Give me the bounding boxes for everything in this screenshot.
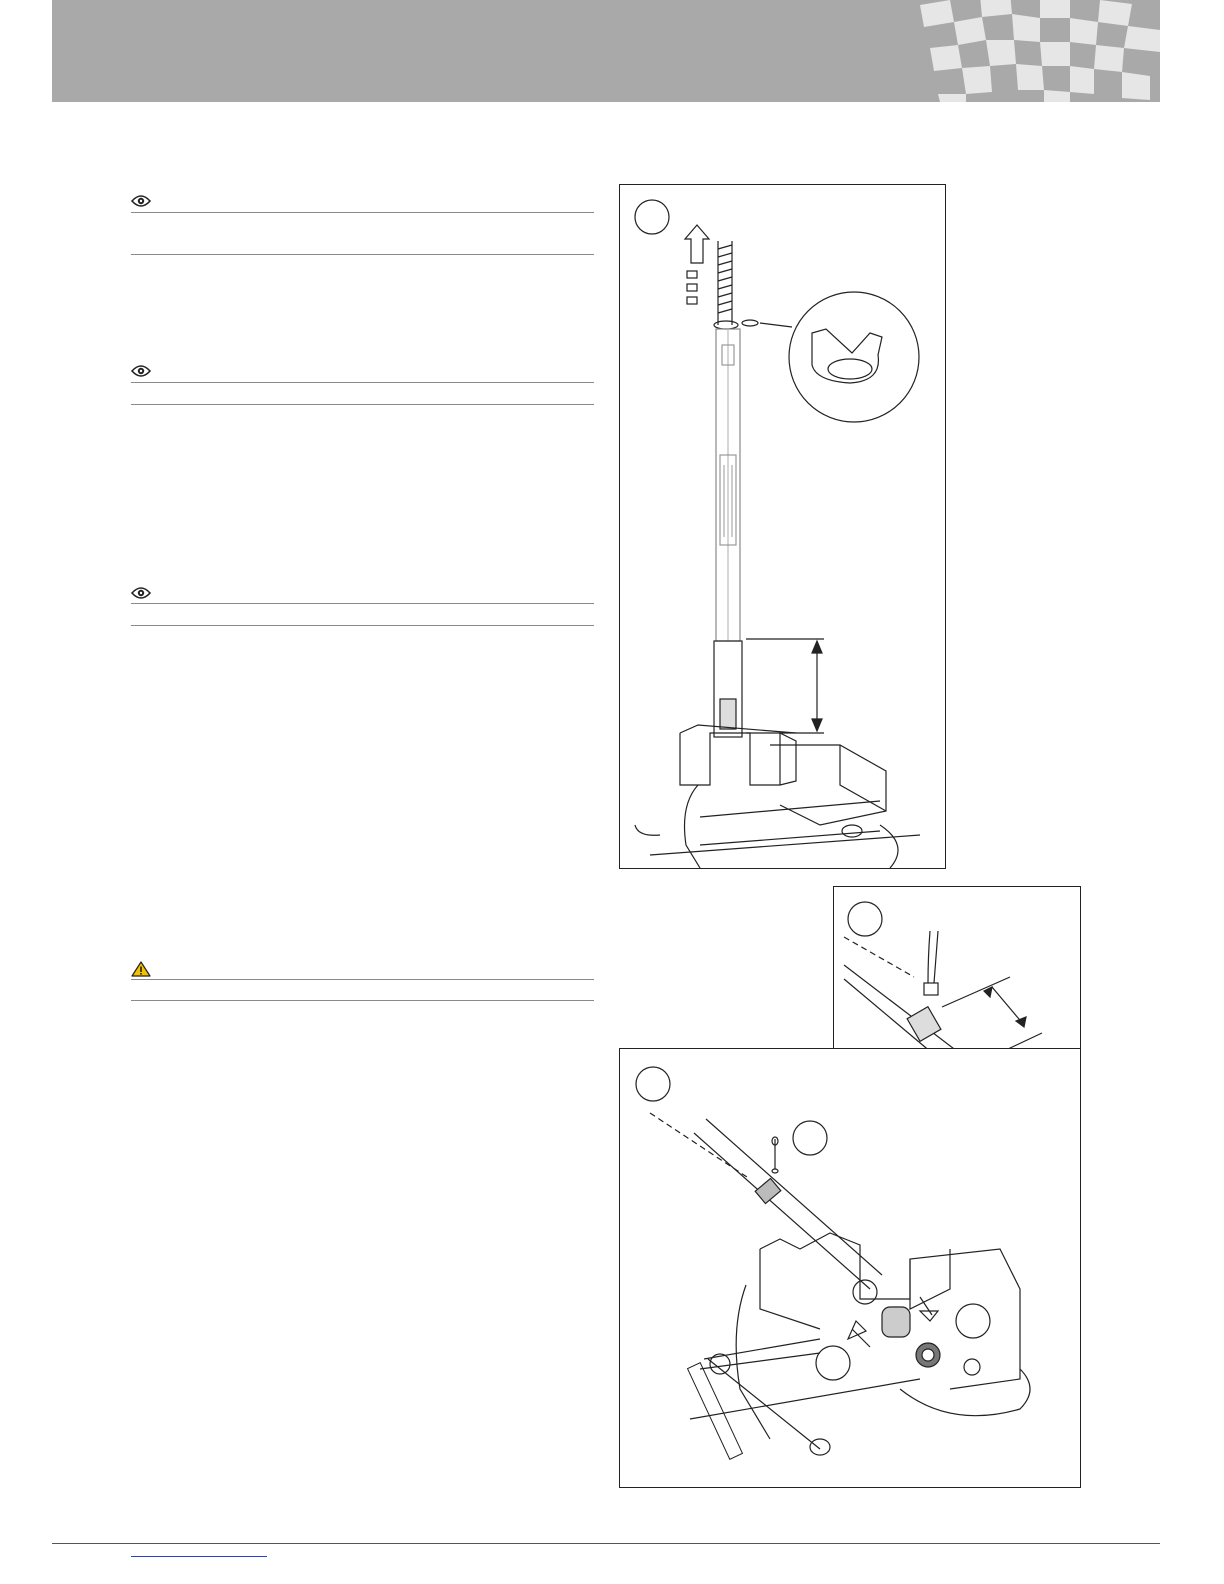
- figure-callout: [956, 1304, 990, 1338]
- figure-callout: [635, 200, 669, 234]
- note-rule-bottom: [131, 254, 594, 255]
- eye-icon: [131, 194, 151, 208]
- figure-callout: [816, 1346, 850, 1380]
- up-arrow-icon: [685, 225, 709, 263]
- vise-assembly-illustration: [620, 1049, 1080, 1487]
- arrow-icon: [848, 1321, 870, 1347]
- eye-icon: [131, 364, 151, 378]
- warning-rule-bottom: [131, 1000, 594, 1001]
- checkered-flag-icon: [910, 0, 1160, 102]
- footer-rule: [52, 1543, 1160, 1544]
- figure-callout: [793, 1121, 827, 1155]
- eye-icon: [131, 586, 151, 600]
- note-rule-top: [131, 212, 594, 213]
- figure-cartridge-removal: [619, 184, 946, 869]
- arrow-icon: [920, 1297, 938, 1321]
- warning-rule-top: [131, 979, 594, 980]
- header-band: [52, 0, 1160, 102]
- figure-callout: [636, 1067, 670, 1101]
- note-rule-bottom: [131, 625, 594, 626]
- figure-vise-assembly: [619, 1048, 1081, 1488]
- note-rule-top: [131, 382, 594, 383]
- figure-callout: [848, 902, 882, 936]
- footer-link-underline[interactable]: [131, 1556, 267, 1557]
- cartridge-removal-illustration: [620, 185, 945, 868]
- clip-detail-circle: [789, 292, 919, 422]
- note-rule-top: [131, 603, 594, 604]
- note-rule-bottom: [131, 404, 594, 405]
- warning-icon: [131, 961, 151, 977]
